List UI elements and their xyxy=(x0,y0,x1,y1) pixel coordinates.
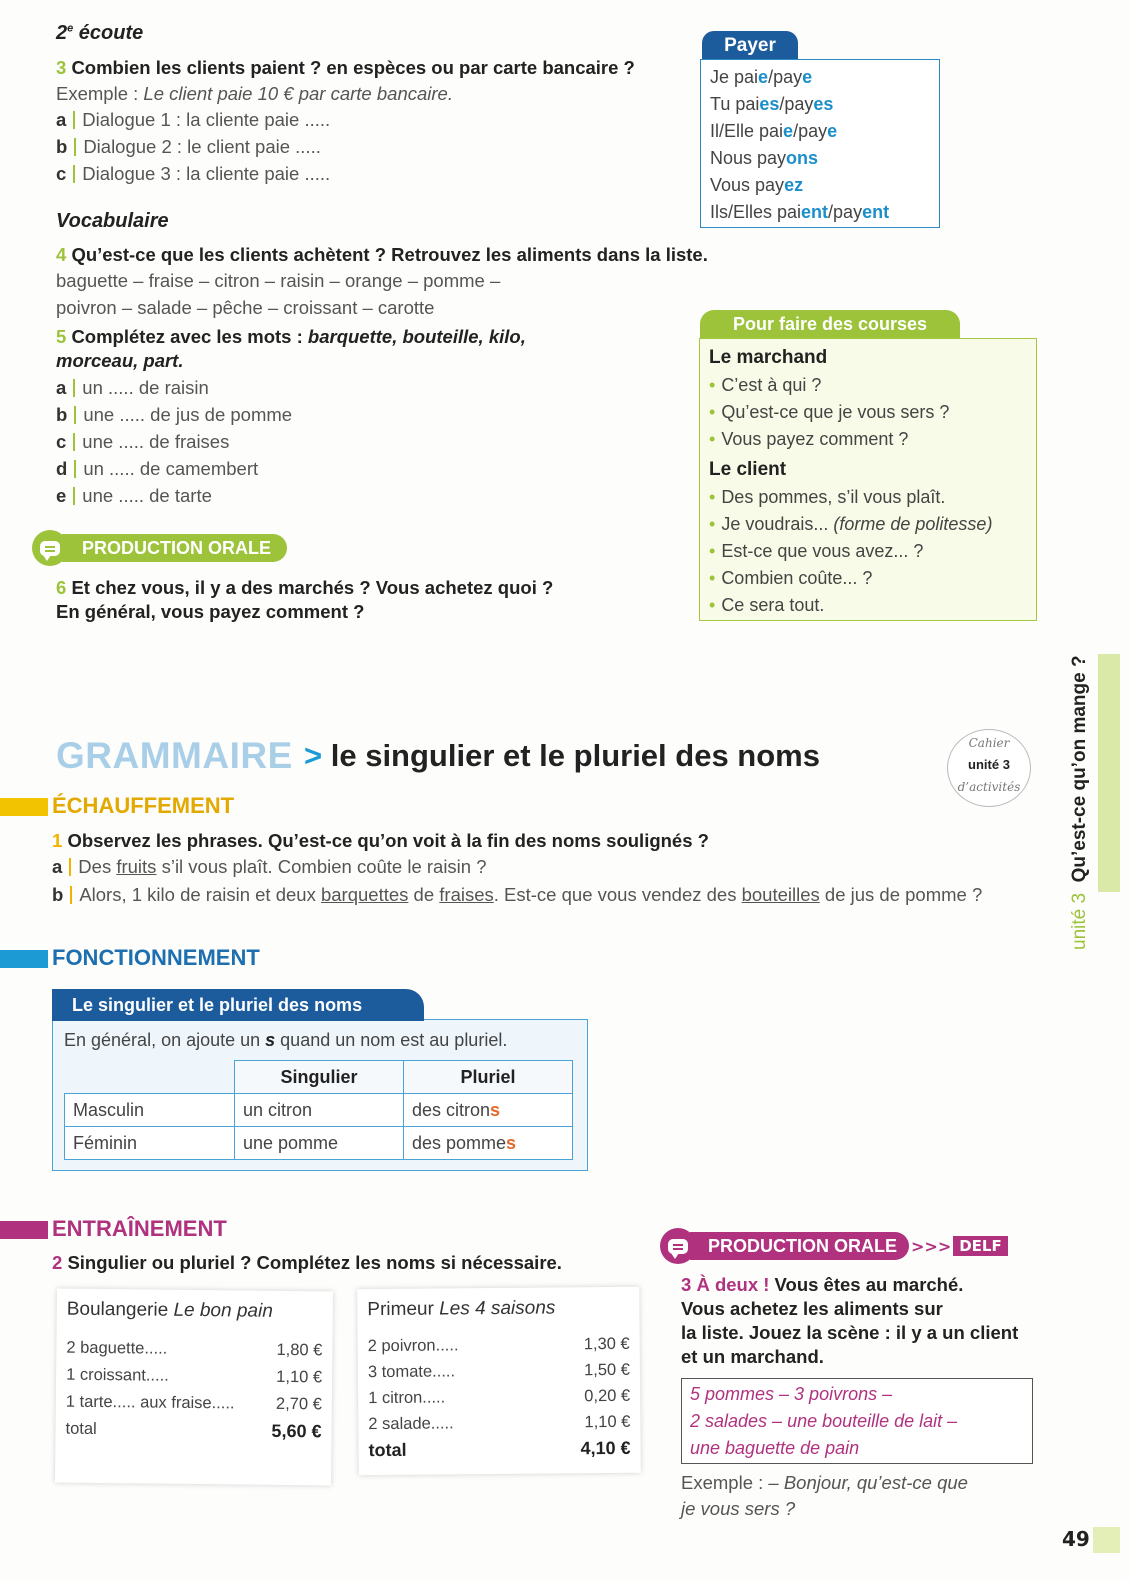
grammaire-subtitle: > le singulier et le pluriel des noms xyxy=(304,738,820,773)
unit-side-title: unité 3 Qu’est-ce qu’on mange ? xyxy=(1069,655,1090,950)
receipt-row: 2 baguette..... 1,80 € xyxy=(66,1338,323,1360)
production-orale-label: PRODUCTION ORALE xyxy=(690,1232,909,1260)
payer-conjugation-box xyxy=(700,59,940,228)
phrase-item: • Qu’est-ce que je vous sers ? xyxy=(709,402,950,422)
question-5-words: morceau, part. xyxy=(56,350,184,371)
oral-question-line: la liste. Jouez la scène : il y a un client xyxy=(681,1322,1019,1343)
receipt-total: total 4,10 € xyxy=(368,1437,631,1461)
sentence-b: b Alors, 1 kilo de raisin et deux barquettes de fraises. Est-ce que vous vendez des bouteilles de jus de pomme ? xyxy=(52,884,983,905)
grammar-rule-note: En général, on ajoute un s quand un nom est au pluriel. xyxy=(64,1030,508,1050)
page-number-bar xyxy=(1093,1527,1120,1553)
example-line: Exemple : Le client paie 10 € par carte bancaire. xyxy=(56,83,453,104)
word-list-line: poivron – salade – pêche – croissant – carotte xyxy=(56,297,435,318)
conjugation-row: Vous payez xyxy=(710,175,804,195)
echauffement-title: ÉCHAUFFEMENT xyxy=(52,793,235,818)
receipt-boulangerie xyxy=(55,1289,333,1486)
oral-example-line2: je vous sers ? xyxy=(681,1498,796,1519)
receipt-row: 1 tarte..... aux fraise..... 2,70 € xyxy=(65,1392,322,1414)
list-item: b Dialogue 2 : le client paie ..... xyxy=(56,136,321,157)
grammar-rule-tab: Le singulier et le pluriel des noms xyxy=(52,989,424,1021)
fonctionnement-title: FONCTIONNEMENT xyxy=(52,945,260,970)
shopping-list-line: 2 salades – une bouteille de lait – xyxy=(690,1411,958,1431)
oral-question-3: 3 À deux ! Vous êtes au marché. xyxy=(681,1274,964,1295)
receipt-primeur xyxy=(357,1287,641,1475)
phrase-item: • Des pommes, s’il vous plaît. xyxy=(709,487,946,507)
table-cell: des citrons xyxy=(404,1094,573,1127)
question-3: 3 Combien les clients paient ? en espèces ou par carte bancaire ? xyxy=(56,57,635,78)
conjugation-row: Nous payons xyxy=(710,148,819,168)
list-item: c une ..... de fraises xyxy=(56,431,230,452)
question-2: 2 Singulier ou pluriel ? Complétez les noms si nécessaire. xyxy=(52,1252,562,1273)
question-4: 4 Qu’est-ce que les clients achètent ? Retrouvez les aliments dans la liste. xyxy=(56,244,708,265)
shopping-list-box xyxy=(681,1378,1033,1464)
word-list-line: baguette – fraise – citron – raisin – orange – pomme – xyxy=(56,270,501,291)
question-6: 6 Et chez vous, il y a des marchés ? Vous achetez quoi ? xyxy=(56,577,554,598)
receipt-title: Primeur Les 4 saisons xyxy=(367,1297,556,1321)
list-item: a un ..... de raisin xyxy=(56,377,209,398)
section-marker xyxy=(0,798,48,816)
client-heading: Le client xyxy=(709,459,787,480)
receipt-row: 2 poivron..... 1,30 € xyxy=(367,1334,630,1356)
production-orale-delf-badge xyxy=(660,1228,1008,1264)
delf-arrows: >>> xyxy=(911,1236,952,1256)
table-row xyxy=(65,1127,573,1160)
receipt-row: 1 citron..... 0,20 € xyxy=(368,1386,631,1408)
phrase-item: • Vous payez comment ? xyxy=(709,429,909,449)
courses-box xyxy=(699,338,1037,621)
receipt-row: 1 croissant..... 1,10 € xyxy=(66,1365,323,1387)
production-orale-badge xyxy=(32,530,287,566)
receipt-row: 2 salade..... 1,10 € xyxy=(368,1412,631,1434)
phrase-item: • Combien coûte... ? xyxy=(709,568,873,588)
table-cell: des pommes xyxy=(404,1127,573,1160)
ecoute-heading: 2e écoute xyxy=(56,22,144,44)
question-6-line2: En général, vous payez comment ? xyxy=(56,601,365,622)
list-item: e une ..... de tarte xyxy=(56,485,212,506)
conjugation-row: Je paie/paye xyxy=(710,67,813,87)
list-item: d un ..... de camembert xyxy=(56,458,259,479)
oral-question-line: et un marchand. xyxy=(681,1346,824,1367)
payer-tab: Payer xyxy=(702,31,798,61)
cahier-activites-stamp: Cahier unité 3 d’activités xyxy=(947,729,1031,807)
table-cell: un citron xyxy=(235,1094,404,1127)
table-header: Singulier xyxy=(235,1061,404,1094)
shopping-list-line: 5 pommes – 3 poivrons – xyxy=(690,1384,893,1404)
receipt-title: Boulangerie Le bon pain xyxy=(66,1298,273,1322)
list-item: b une ..... de jus de pomme xyxy=(56,404,293,425)
table-row xyxy=(65,1094,573,1127)
courses-tab: Pour faire des courses xyxy=(700,310,960,339)
page-number: 49 xyxy=(1062,1527,1090,1551)
oral-question-line: Vous achetez les aliments sur xyxy=(681,1298,943,1319)
table-header: Pluriel xyxy=(404,1061,573,1094)
conjugation-row: Il/Elle paie/paye xyxy=(710,121,838,141)
phrase-item: • Ce sera tout. xyxy=(709,595,825,615)
conjugation-row: Tu paies/payes xyxy=(710,94,834,114)
table-cell: une pomme xyxy=(235,1127,404,1160)
question-5: 5 Complétez avec les mots : barquette, bouteille, kilo, xyxy=(56,326,526,347)
receipt-row: 3 tomate..... 1,50 € xyxy=(367,1360,630,1382)
section-marker xyxy=(0,950,48,968)
phrase-item: • Est-ce que vous avez... ? xyxy=(709,541,924,561)
sentence-a: a Des fruits s’il vous plaît. Combien coûte le raisin ? xyxy=(52,856,487,877)
question-1: 1 Observez les phrases. Qu’est-ce qu’on voit à la fin des noms soulignés ? xyxy=(52,830,709,851)
grammaire-title: GRAMMAIRE xyxy=(56,735,293,776)
entrainement-title: ENTRAÎNEMENT xyxy=(52,1216,227,1241)
delf-tag: DELF xyxy=(953,1236,1008,1256)
phrase-item: • Je voudrais... (forme de politesse) xyxy=(709,514,993,534)
table-corner xyxy=(65,1061,235,1094)
receipt-total: total 5,60 € xyxy=(65,1419,322,1442)
singular-plural-table xyxy=(64,1060,573,1160)
shopping-list-line: une baguette de pain xyxy=(690,1438,860,1458)
oral-example: Exemple : – Bonjour, qu’est-ce que xyxy=(681,1472,968,1493)
unit-side-bar xyxy=(1098,654,1120,892)
section-marker xyxy=(0,1221,48,1239)
phrase-item: • C’est à qui ? xyxy=(709,375,822,395)
table-cell: Masculin xyxy=(65,1094,235,1127)
list-item: c Dialogue 3 : la cliente paie ..... xyxy=(56,163,331,184)
table-cell: Féminin xyxy=(65,1127,235,1160)
vocabulaire-heading: Vocabulaire xyxy=(56,210,169,232)
list-item: a Dialogue 1 : la cliente paie ..... xyxy=(56,109,331,130)
marchand-heading: Le marchand xyxy=(709,347,828,368)
conjugation-row: Ils/Elles paient/payent xyxy=(710,202,890,222)
production-orale-label: PRODUCTION ORALE xyxy=(62,534,287,562)
